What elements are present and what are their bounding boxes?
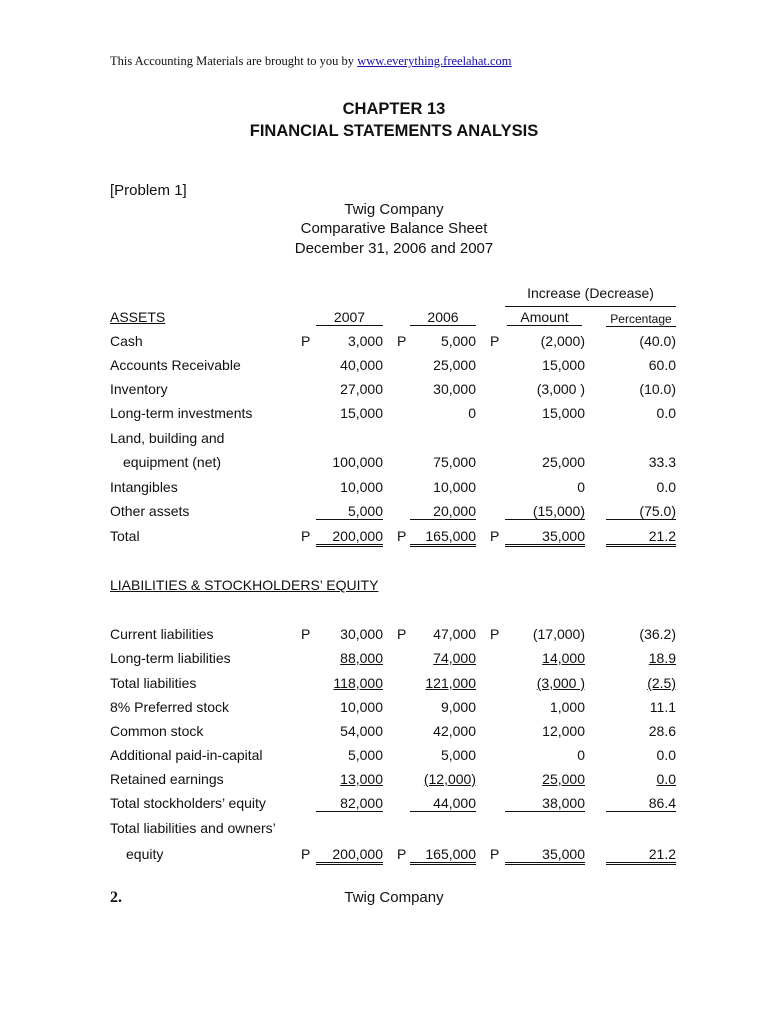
value-2006: 165,000 <box>410 528 476 547</box>
change-amount: (3,000 ) <box>536 381 585 397</box>
value-2007: 54,000 <box>340 723 383 739</box>
table-row <box>0 381 768 401</box>
change-percentage: 11.1 <box>649 699 676 715</box>
change-amount: (3,000 ) <box>536 675 585 691</box>
peso-sign: P <box>301 528 311 544</box>
change-amount: 1,000 <box>549 699 585 715</box>
value-2006: 44,000 <box>410 795 476 812</box>
value-2007: 30,000 <box>340 626 383 642</box>
statement-date: December 31, 2006 and 2007 <box>294 240 494 257</box>
col-amount-header: Amount <box>507 309 582 326</box>
change-percentage: 60.0 <box>648 357 676 373</box>
row-label: Long-term investments <box>110 405 253 421</box>
col-2006-header: 2006 <box>410 309 476 326</box>
value-2007: 5,000 <box>316 503 383 520</box>
row-label: Long-term liabilities <box>110 650 231 666</box>
peso-sign: P <box>490 626 500 642</box>
value-2007: 13,000 <box>340 771 383 787</box>
change-percentage: 0.0 <box>656 405 676 421</box>
value-2006: 10,000 <box>433 479 476 495</box>
change-percentage: (36.2) <box>639 626 676 642</box>
table-row <box>0 454 768 474</box>
change-amount: 12,000 <box>542 723 585 739</box>
peso-sign: P <box>301 846 311 862</box>
assets-heading: ASSETS <box>110 309 166 325</box>
value-2006: 0 <box>468 405 476 421</box>
liabilities-heading: LIABILITIES & STOCKHOLDERS’ EQUITY <box>110 577 379 593</box>
table-row <box>0 723 768 743</box>
value-2006: 9,000 <box>440 699 476 715</box>
row-label: Common stock <box>110 723 204 739</box>
value-2007: 200,000 <box>316 846 383 865</box>
peso-sign: P <box>490 846 500 862</box>
peso-sign: P <box>301 333 311 349</box>
value-2006: 74,000 <box>433 650 476 666</box>
row-label: Total <box>110 528 140 544</box>
table-row <box>0 430 768 450</box>
change-amount: (17,000) <box>532 626 585 642</box>
row-label: 8% Preferred stock <box>110 699 230 715</box>
change-amount: 15,000 <box>542 357 585 373</box>
peso-sign: P <box>490 528 500 544</box>
row-label: Retained earnings <box>110 771 224 787</box>
row-label: Inventory <box>110 381 168 397</box>
change-percentage: 0.0 <box>656 771 676 787</box>
change-percentage: 18.9 <box>648 650 676 666</box>
peso-sign: P <box>397 333 407 349</box>
change-percentage: 28.6 <box>648 723 676 739</box>
source-link[interactable]: www.everything.freelahat.com <box>357 54 512 68</box>
table-row <box>0 333 768 353</box>
col-2007-header: 2007 <box>316 309 383 326</box>
table-row <box>0 699 768 719</box>
change-amount: (2,000) <box>540 333 585 349</box>
problem-label: [Problem 1] <box>110 182 187 199</box>
row-label: Current liabilities <box>110 626 214 642</box>
value-2007: 40,000 <box>340 357 383 373</box>
change-amount: 0 <box>577 747 585 763</box>
row-label: Other assets <box>110 503 190 519</box>
table-row <box>0 650 768 670</box>
table-row <box>0 503 768 523</box>
source-note <box>110 54 512 69</box>
table-row <box>0 795 768 815</box>
table-row <box>0 747 768 767</box>
col-percentage-header: Percentage <box>606 312 676 327</box>
value-2007: 200,000 <box>316 528 383 547</box>
change-percentage: (10.0) <box>639 381 676 397</box>
value-2006: 5,000 <box>440 747 476 763</box>
peso-sign: P <box>490 333 500 349</box>
company-name: Twig Company <box>344 201 444 218</box>
change-amount: 35,000 <box>505 846 585 865</box>
column-header-row <box>0 309 768 329</box>
value-2007: 10,000 <box>340 699 383 715</box>
peso-sign: P <box>397 846 407 862</box>
change-percentage: 21.2 <box>606 846 676 865</box>
peso-sign: P <box>397 626 407 642</box>
row-label: equipment (net) <box>123 454 222 470</box>
row-label: Total stockholders’ equity <box>110 795 266 811</box>
change-amount: 14,000 <box>542 650 585 666</box>
row-label: equity <box>126 846 164 862</box>
change-amount: (15,000) <box>505 503 585 520</box>
increase-decrease-header: Increase (Decrease) <box>505 285 676 307</box>
row-label: Total liabilities <box>110 675 197 691</box>
table-row <box>0 675 768 695</box>
row-label: Additional paid-in-capital <box>110 747 263 763</box>
change-percentage: (40.0) <box>639 333 676 349</box>
value-2006: 25,000 <box>433 357 476 373</box>
value-2007: 10,000 <box>340 479 383 495</box>
value-2006: 20,000 <box>410 503 476 520</box>
value-2007: 5,000 <box>347 747 383 763</box>
change-percentage: 0.0 <box>656 747 676 763</box>
chapter-number: CHAPTER 13 <box>342 100 446 118</box>
value-2007: 82,000 <box>316 795 383 812</box>
table-row <box>0 405 768 425</box>
change-percentage: (2.5) <box>647 675 676 691</box>
value-2006: 42,000 <box>433 723 476 739</box>
table-row <box>0 626 768 646</box>
row-label: Total liabilities and owners’ <box>110 820 276 836</box>
table-row <box>0 771 768 791</box>
value-2006: 75,000 <box>433 454 476 470</box>
source-note-text: This Accounting Materials are brought to you by <box>110 54 355 68</box>
value-2006: 30,000 <box>433 381 476 397</box>
change-amount: 15,000 <box>542 405 585 421</box>
value-2007: 100,000 <box>332 454 383 470</box>
value-2007: 118,000 <box>333 675 383 691</box>
value-2006: (12,000) <box>423 771 476 787</box>
value-2006: 165,000 <box>410 846 476 865</box>
row-label: Land, building and <box>110 430 225 446</box>
table-row <box>0 528 768 548</box>
change-amount: 35,000 <box>505 528 585 547</box>
change-percentage: (75.0) <box>606 503 676 520</box>
row-label: Intangibles <box>110 479 178 495</box>
value-2006: 121,000 <box>425 675 476 691</box>
change-percentage: 0.0 <box>656 479 676 495</box>
value-2007: 15,000 <box>340 405 383 421</box>
value-2007: 88,000 <box>340 650 383 666</box>
change-amount: 25,000 <box>542 454 585 470</box>
change-percentage: 86.4 <box>606 795 676 812</box>
table-row <box>0 820 768 840</box>
section-company-name: Twig Company <box>344 889 444 906</box>
change-percentage: 33.3 <box>648 454 676 470</box>
table-row <box>0 479 768 499</box>
change-percentage: 21.2 <box>606 528 676 547</box>
value-2006: 47,000 <box>433 626 476 642</box>
statement-name: Comparative Balance Sheet <box>300 220 488 237</box>
value-2006: 5,000 <box>440 333 476 349</box>
peso-sign: P <box>301 626 311 642</box>
table-row <box>0 357 768 377</box>
value-2007: 27,000 <box>340 381 383 397</box>
section-number: 2. <box>110 889 122 906</box>
row-label: Cash <box>110 333 143 349</box>
table-row <box>0 846 768 866</box>
change-amount: 25,000 <box>542 771 585 787</box>
change-amount: 0 <box>577 479 585 495</box>
chapter-title: FINANCIAL STATEMENTS ANALYSIS <box>249 122 539 140</box>
change-amount: 38,000 <box>505 795 585 812</box>
row-label: Accounts Receivable <box>110 357 241 373</box>
value-2007: 3,000 <box>347 333 383 349</box>
peso-sign: P <box>397 528 407 544</box>
